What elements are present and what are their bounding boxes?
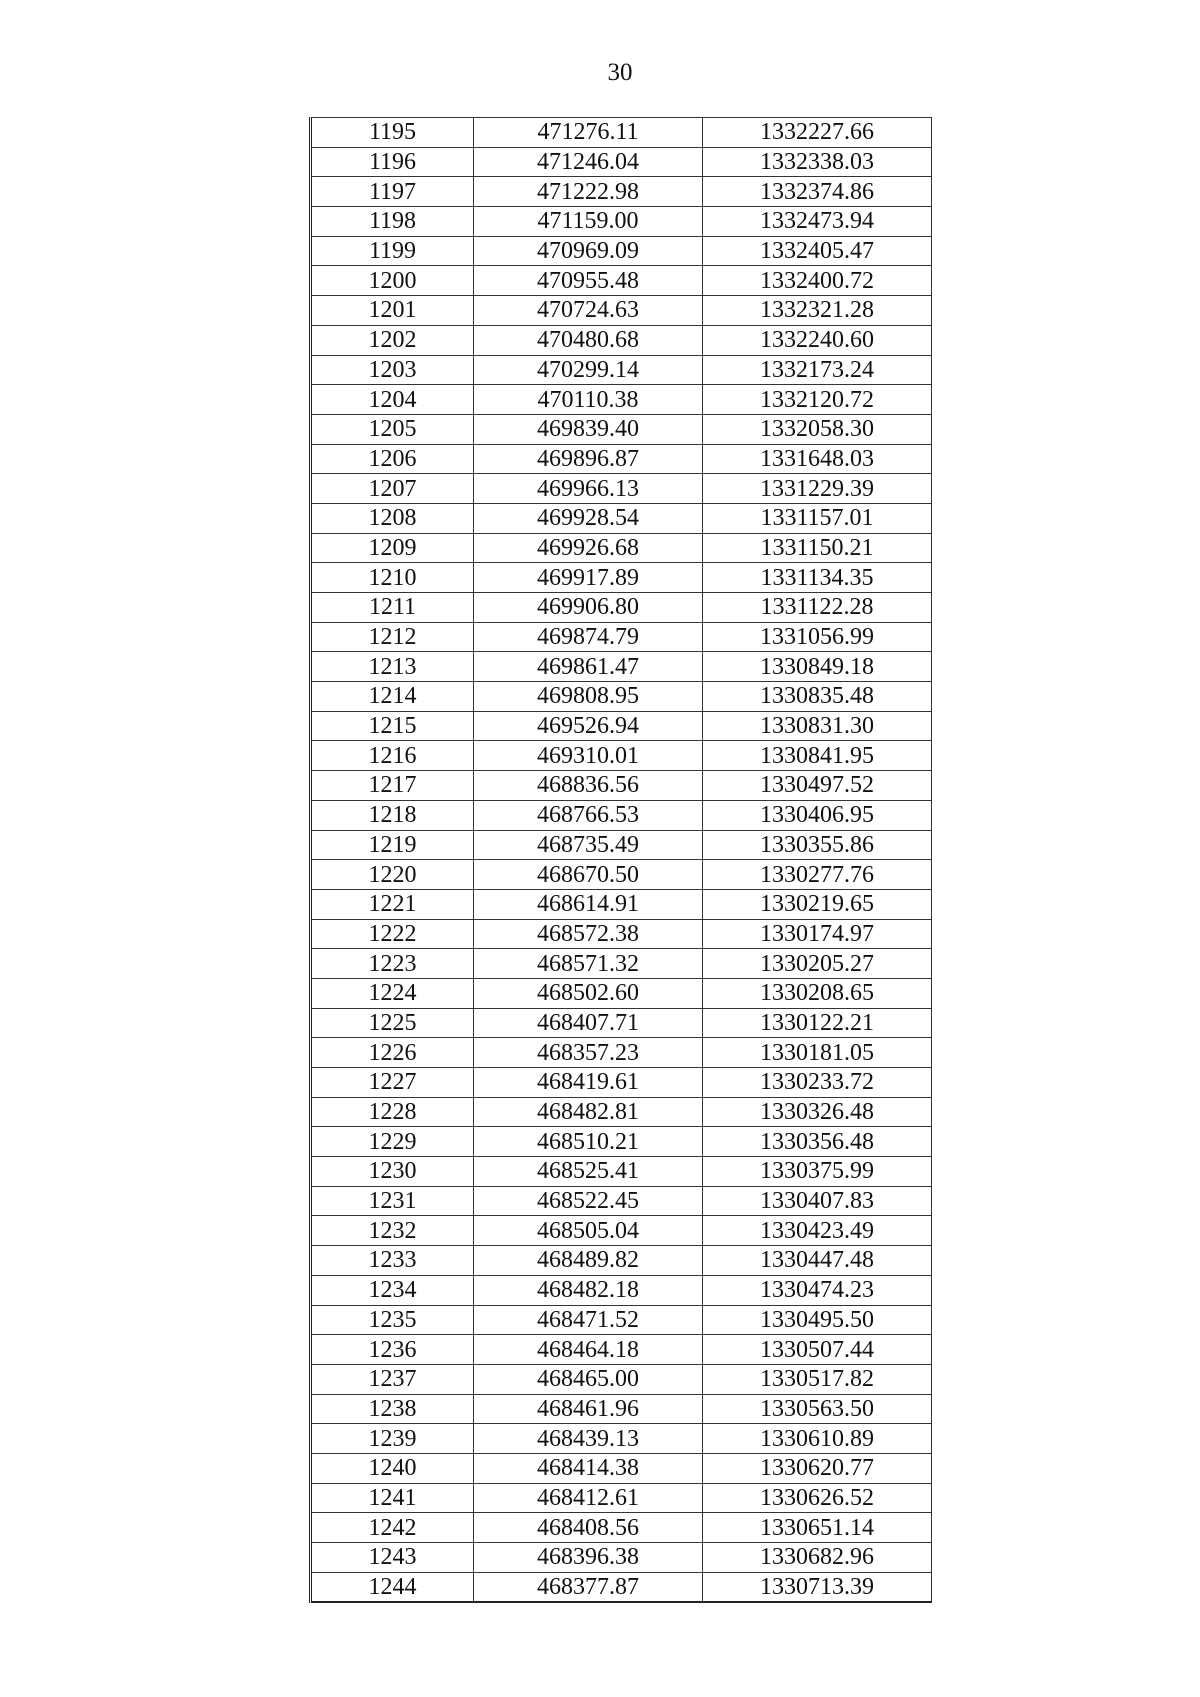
y-coordinate-cell: 1330208.65 bbox=[703, 978, 932, 1008]
table-row bbox=[311, 1513, 932, 1543]
table-row bbox=[311, 1127, 932, 1157]
point-number-cell: 1227 bbox=[311, 1068, 474, 1098]
point-number-cell: 1232 bbox=[311, 1216, 474, 1246]
coordinates-table bbox=[309, 117, 932, 1603]
y-coordinate-cell: 1332338.03 bbox=[703, 147, 932, 177]
point-number-cell: 1243 bbox=[311, 1543, 474, 1573]
x-coordinate-cell: 468471.52 bbox=[474, 1305, 703, 1335]
x-coordinate-cell: 470955.48 bbox=[474, 266, 703, 296]
x-coordinate-cell: 469526.94 bbox=[474, 711, 703, 741]
point-number-cell: 1203 bbox=[311, 355, 474, 385]
table-row bbox=[311, 622, 932, 652]
point-number-cell: 1210 bbox=[311, 563, 474, 593]
x-coordinate-cell: 469966.13 bbox=[474, 474, 703, 504]
y-coordinate-cell: 1330423.49 bbox=[703, 1216, 932, 1246]
y-coordinate-cell: 1330495.50 bbox=[703, 1305, 932, 1335]
y-coordinate-cell: 1330277.76 bbox=[703, 860, 932, 890]
x-coordinate-cell: 469917.89 bbox=[474, 563, 703, 593]
x-coordinate-cell: 468464.18 bbox=[474, 1335, 703, 1365]
x-coordinate-cell: 468439.13 bbox=[474, 1424, 703, 1454]
y-coordinate-cell: 1330849.18 bbox=[703, 652, 932, 682]
point-number-cell: 1214 bbox=[311, 682, 474, 712]
table-row bbox=[311, 236, 932, 266]
x-coordinate-cell: 468571.32 bbox=[474, 949, 703, 979]
x-coordinate-cell: 470299.14 bbox=[474, 355, 703, 385]
table-row bbox=[311, 860, 932, 890]
table-row bbox=[311, 800, 932, 830]
y-coordinate-cell: 1332120.72 bbox=[703, 385, 932, 415]
y-coordinate-cell: 1330407.83 bbox=[703, 1186, 932, 1216]
table-row bbox=[311, 147, 932, 177]
x-coordinate-cell: 468414.38 bbox=[474, 1453, 703, 1483]
y-coordinate-cell: 1330626.52 bbox=[703, 1483, 932, 1513]
x-coordinate-cell: 471276.11 bbox=[474, 118, 703, 148]
point-number-cell: 1221 bbox=[311, 889, 474, 919]
y-coordinate-cell: 1332473.94 bbox=[703, 207, 932, 237]
point-number-cell: 1204 bbox=[311, 385, 474, 415]
point-number-cell: 1242 bbox=[311, 1513, 474, 1543]
point-number-cell: 1238 bbox=[311, 1394, 474, 1424]
y-coordinate-cell: 1330375.99 bbox=[703, 1157, 932, 1187]
x-coordinate-cell: 469808.95 bbox=[474, 682, 703, 712]
point-number-cell: 1201 bbox=[311, 296, 474, 326]
table-row bbox=[311, 830, 932, 860]
y-coordinate-cell: 1330713.39 bbox=[703, 1572, 932, 1602]
table-row bbox=[311, 1246, 932, 1276]
x-coordinate-cell: 468505.04 bbox=[474, 1216, 703, 1246]
x-coordinate-cell: 468482.81 bbox=[474, 1097, 703, 1127]
x-coordinate-cell: 468510.21 bbox=[474, 1127, 703, 1157]
table-row bbox=[311, 296, 932, 326]
y-coordinate-cell: 1330326.48 bbox=[703, 1097, 932, 1127]
point-number-cell: 1222 bbox=[311, 919, 474, 949]
table-row bbox=[311, 1216, 932, 1246]
y-coordinate-cell: 1331122.28 bbox=[703, 593, 932, 623]
point-number-cell: 1224 bbox=[311, 978, 474, 1008]
y-coordinate-cell: 1330447.48 bbox=[703, 1246, 932, 1276]
point-number-cell: 1230 bbox=[311, 1157, 474, 1187]
x-coordinate-cell: 468396.38 bbox=[474, 1543, 703, 1573]
x-coordinate-cell: 469839.40 bbox=[474, 414, 703, 444]
x-coordinate-cell: 470110.38 bbox=[474, 385, 703, 415]
x-coordinate-cell: 468412.61 bbox=[474, 1483, 703, 1513]
table-row bbox=[311, 533, 932, 563]
table-row bbox=[311, 1394, 932, 1424]
table-row bbox=[311, 1097, 932, 1127]
y-coordinate-cell: 1330355.86 bbox=[703, 830, 932, 860]
x-coordinate-cell: 468489.82 bbox=[474, 1246, 703, 1276]
point-number-cell: 1236 bbox=[311, 1335, 474, 1365]
y-coordinate-cell: 1330205.27 bbox=[703, 949, 932, 979]
y-coordinate-cell: 1332405.47 bbox=[703, 236, 932, 266]
x-coordinate-cell: 469896.87 bbox=[474, 444, 703, 474]
point-number-cell: 1208 bbox=[311, 503, 474, 533]
table-row bbox=[311, 325, 932, 355]
table-row bbox=[311, 444, 932, 474]
y-coordinate-cell: 1331134.35 bbox=[703, 563, 932, 593]
point-number-cell: 1237 bbox=[311, 1364, 474, 1394]
x-coordinate-cell: 468572.38 bbox=[474, 919, 703, 949]
y-coordinate-cell: 1330831.30 bbox=[703, 711, 932, 741]
x-coordinate-cell: 468502.60 bbox=[474, 978, 703, 1008]
table-row bbox=[311, 682, 932, 712]
table-row bbox=[311, 919, 932, 949]
y-coordinate-cell: 1330517.82 bbox=[703, 1364, 932, 1394]
point-number-cell: 1215 bbox=[311, 711, 474, 741]
point-number-cell: 1231 bbox=[311, 1186, 474, 1216]
table-row bbox=[311, 177, 932, 207]
table-row bbox=[311, 771, 932, 801]
x-coordinate-cell: 468419.61 bbox=[474, 1068, 703, 1098]
x-coordinate-cell: 468408.56 bbox=[474, 1513, 703, 1543]
point-number-cell: 1217 bbox=[311, 771, 474, 801]
point-number-cell: 1220 bbox=[311, 860, 474, 890]
y-coordinate-cell: 1331150.21 bbox=[703, 533, 932, 563]
table-row bbox=[311, 1364, 932, 1394]
point-number-cell: 1225 bbox=[311, 1008, 474, 1038]
x-coordinate-cell: 471159.00 bbox=[474, 207, 703, 237]
table-row bbox=[311, 593, 932, 623]
y-coordinate-cell: 1332400.72 bbox=[703, 266, 932, 296]
y-coordinate-cell: 1330122.21 bbox=[703, 1008, 932, 1038]
y-coordinate-cell: 1330233.72 bbox=[703, 1068, 932, 1098]
table-row bbox=[311, 118, 932, 148]
table-row bbox=[311, 1543, 932, 1573]
point-number-cell: 1244 bbox=[311, 1572, 474, 1602]
table-row bbox=[311, 1572, 932, 1602]
point-number-cell: 1240 bbox=[311, 1453, 474, 1483]
point-number-cell: 1219 bbox=[311, 830, 474, 860]
table-row bbox=[311, 474, 932, 504]
point-number-cell: 1206 bbox=[311, 444, 474, 474]
x-coordinate-cell: 468766.53 bbox=[474, 800, 703, 830]
table-row bbox=[311, 1335, 932, 1365]
x-coordinate-cell: 470480.68 bbox=[474, 325, 703, 355]
table-row bbox=[311, 355, 932, 385]
coordinates-table-body bbox=[311, 118, 932, 1603]
point-number-cell: 1198 bbox=[311, 207, 474, 237]
point-number-cell: 1235 bbox=[311, 1305, 474, 1335]
x-coordinate-cell: 469310.01 bbox=[474, 741, 703, 771]
x-coordinate-cell: 468735.49 bbox=[474, 830, 703, 860]
table-row bbox=[311, 414, 932, 444]
point-number-cell: 1218 bbox=[311, 800, 474, 830]
table-row bbox=[311, 949, 932, 979]
point-number-cell: 1233 bbox=[311, 1246, 474, 1276]
point-number-cell: 1205 bbox=[311, 414, 474, 444]
y-coordinate-cell: 1330651.14 bbox=[703, 1513, 932, 1543]
x-coordinate-cell: 469928.54 bbox=[474, 503, 703, 533]
x-coordinate-cell: 469861.47 bbox=[474, 652, 703, 682]
y-coordinate-cell: 1330181.05 bbox=[703, 1038, 932, 1068]
y-coordinate-cell: 1330563.50 bbox=[703, 1394, 932, 1424]
table-row bbox=[311, 1068, 932, 1098]
point-number-cell: 1200 bbox=[311, 266, 474, 296]
point-number-cell: 1239 bbox=[311, 1424, 474, 1454]
y-coordinate-cell: 1330507.44 bbox=[703, 1335, 932, 1365]
y-coordinate-cell: 1332374.86 bbox=[703, 177, 932, 207]
x-coordinate-cell: 468377.87 bbox=[474, 1572, 703, 1602]
point-number-cell: 1223 bbox=[311, 949, 474, 979]
y-coordinate-cell: 1330474.23 bbox=[703, 1275, 932, 1305]
table-row bbox=[311, 385, 932, 415]
y-coordinate-cell: 1331056.99 bbox=[703, 622, 932, 652]
table-row bbox=[311, 1305, 932, 1335]
y-coordinate-cell: 1330356.48 bbox=[703, 1127, 932, 1157]
table-row bbox=[311, 978, 932, 1008]
x-coordinate-cell: 471246.04 bbox=[474, 147, 703, 177]
y-coordinate-cell: 1330497.52 bbox=[703, 771, 932, 801]
y-coordinate-cell: 1331229.39 bbox=[703, 474, 932, 504]
table-row bbox=[311, 503, 932, 533]
y-coordinate-cell: 1330620.77 bbox=[703, 1453, 932, 1483]
x-coordinate-cell: 470969.09 bbox=[474, 236, 703, 266]
y-coordinate-cell: 1332321.28 bbox=[703, 296, 932, 326]
y-coordinate-cell: 1331648.03 bbox=[703, 444, 932, 474]
x-coordinate-cell: 468482.18 bbox=[474, 1275, 703, 1305]
x-coordinate-cell: 469926.68 bbox=[474, 533, 703, 563]
x-coordinate-cell: 468522.45 bbox=[474, 1186, 703, 1216]
x-coordinate-cell: 468465.00 bbox=[474, 1364, 703, 1394]
table-row bbox=[311, 1038, 932, 1068]
point-number-cell: 1199 bbox=[311, 236, 474, 266]
point-number-cell: 1211 bbox=[311, 593, 474, 623]
x-coordinate-cell: 468357.23 bbox=[474, 1038, 703, 1068]
y-coordinate-cell: 1330835.48 bbox=[703, 682, 932, 712]
table-row bbox=[311, 1186, 932, 1216]
table-row bbox=[311, 1008, 932, 1038]
y-coordinate-cell: 1331157.01 bbox=[703, 503, 932, 533]
x-coordinate-cell: 468836.56 bbox=[474, 771, 703, 801]
y-coordinate-cell: 1330682.96 bbox=[703, 1543, 932, 1573]
point-number-cell: 1228 bbox=[311, 1097, 474, 1127]
point-number-cell: 1195 bbox=[311, 118, 474, 148]
point-number-cell: 1197 bbox=[311, 177, 474, 207]
point-number-cell: 1241 bbox=[311, 1483, 474, 1513]
point-number-cell: 1202 bbox=[311, 325, 474, 355]
x-coordinate-cell: 468407.71 bbox=[474, 1008, 703, 1038]
y-coordinate-cell: 1332173.24 bbox=[703, 355, 932, 385]
x-coordinate-cell: 468670.50 bbox=[474, 860, 703, 890]
table-row bbox=[311, 207, 932, 237]
table-row bbox=[311, 563, 932, 593]
x-coordinate-cell: 469906.80 bbox=[474, 593, 703, 623]
x-coordinate-cell: 468525.41 bbox=[474, 1157, 703, 1187]
point-number-cell: 1209 bbox=[311, 533, 474, 563]
table-row bbox=[311, 1275, 932, 1305]
page-number: 30 bbox=[607, 59, 633, 86]
x-coordinate-cell: 470724.63 bbox=[474, 296, 703, 326]
point-number-cell: 1216 bbox=[311, 741, 474, 771]
x-coordinate-cell: 468461.96 bbox=[474, 1394, 703, 1424]
table-row bbox=[311, 711, 932, 741]
y-coordinate-cell: 1330219.65 bbox=[703, 889, 932, 919]
x-coordinate-cell: 469874.79 bbox=[474, 622, 703, 652]
point-number-cell: 1207 bbox=[311, 474, 474, 504]
table-row bbox=[311, 1453, 932, 1483]
point-number-cell: 1212 bbox=[311, 622, 474, 652]
y-coordinate-cell: 1330174.97 bbox=[703, 919, 932, 949]
y-coordinate-cell: 1332240.60 bbox=[703, 325, 932, 355]
point-number-cell: 1213 bbox=[311, 652, 474, 682]
y-coordinate-cell: 1332227.66 bbox=[703, 118, 932, 148]
table-row bbox=[311, 741, 932, 771]
y-coordinate-cell: 1330841.95 bbox=[703, 741, 932, 771]
table-row bbox=[311, 1483, 932, 1513]
table-row bbox=[311, 266, 932, 296]
y-coordinate-cell: 1332058.30 bbox=[703, 414, 932, 444]
point-number-cell: 1229 bbox=[311, 1127, 474, 1157]
x-coordinate-cell: 471222.98 bbox=[474, 177, 703, 207]
x-coordinate-cell: 468614.91 bbox=[474, 889, 703, 919]
point-number-cell: 1196 bbox=[311, 147, 474, 177]
y-coordinate-cell: 1330406.95 bbox=[703, 800, 932, 830]
table-row bbox=[311, 1157, 932, 1187]
table-row bbox=[311, 889, 932, 919]
table-row bbox=[311, 652, 932, 682]
y-coordinate-cell: 1330610.89 bbox=[703, 1424, 932, 1454]
point-number-cell: 1226 bbox=[311, 1038, 474, 1068]
point-number-cell: 1234 bbox=[311, 1275, 474, 1305]
table-row bbox=[311, 1424, 932, 1454]
